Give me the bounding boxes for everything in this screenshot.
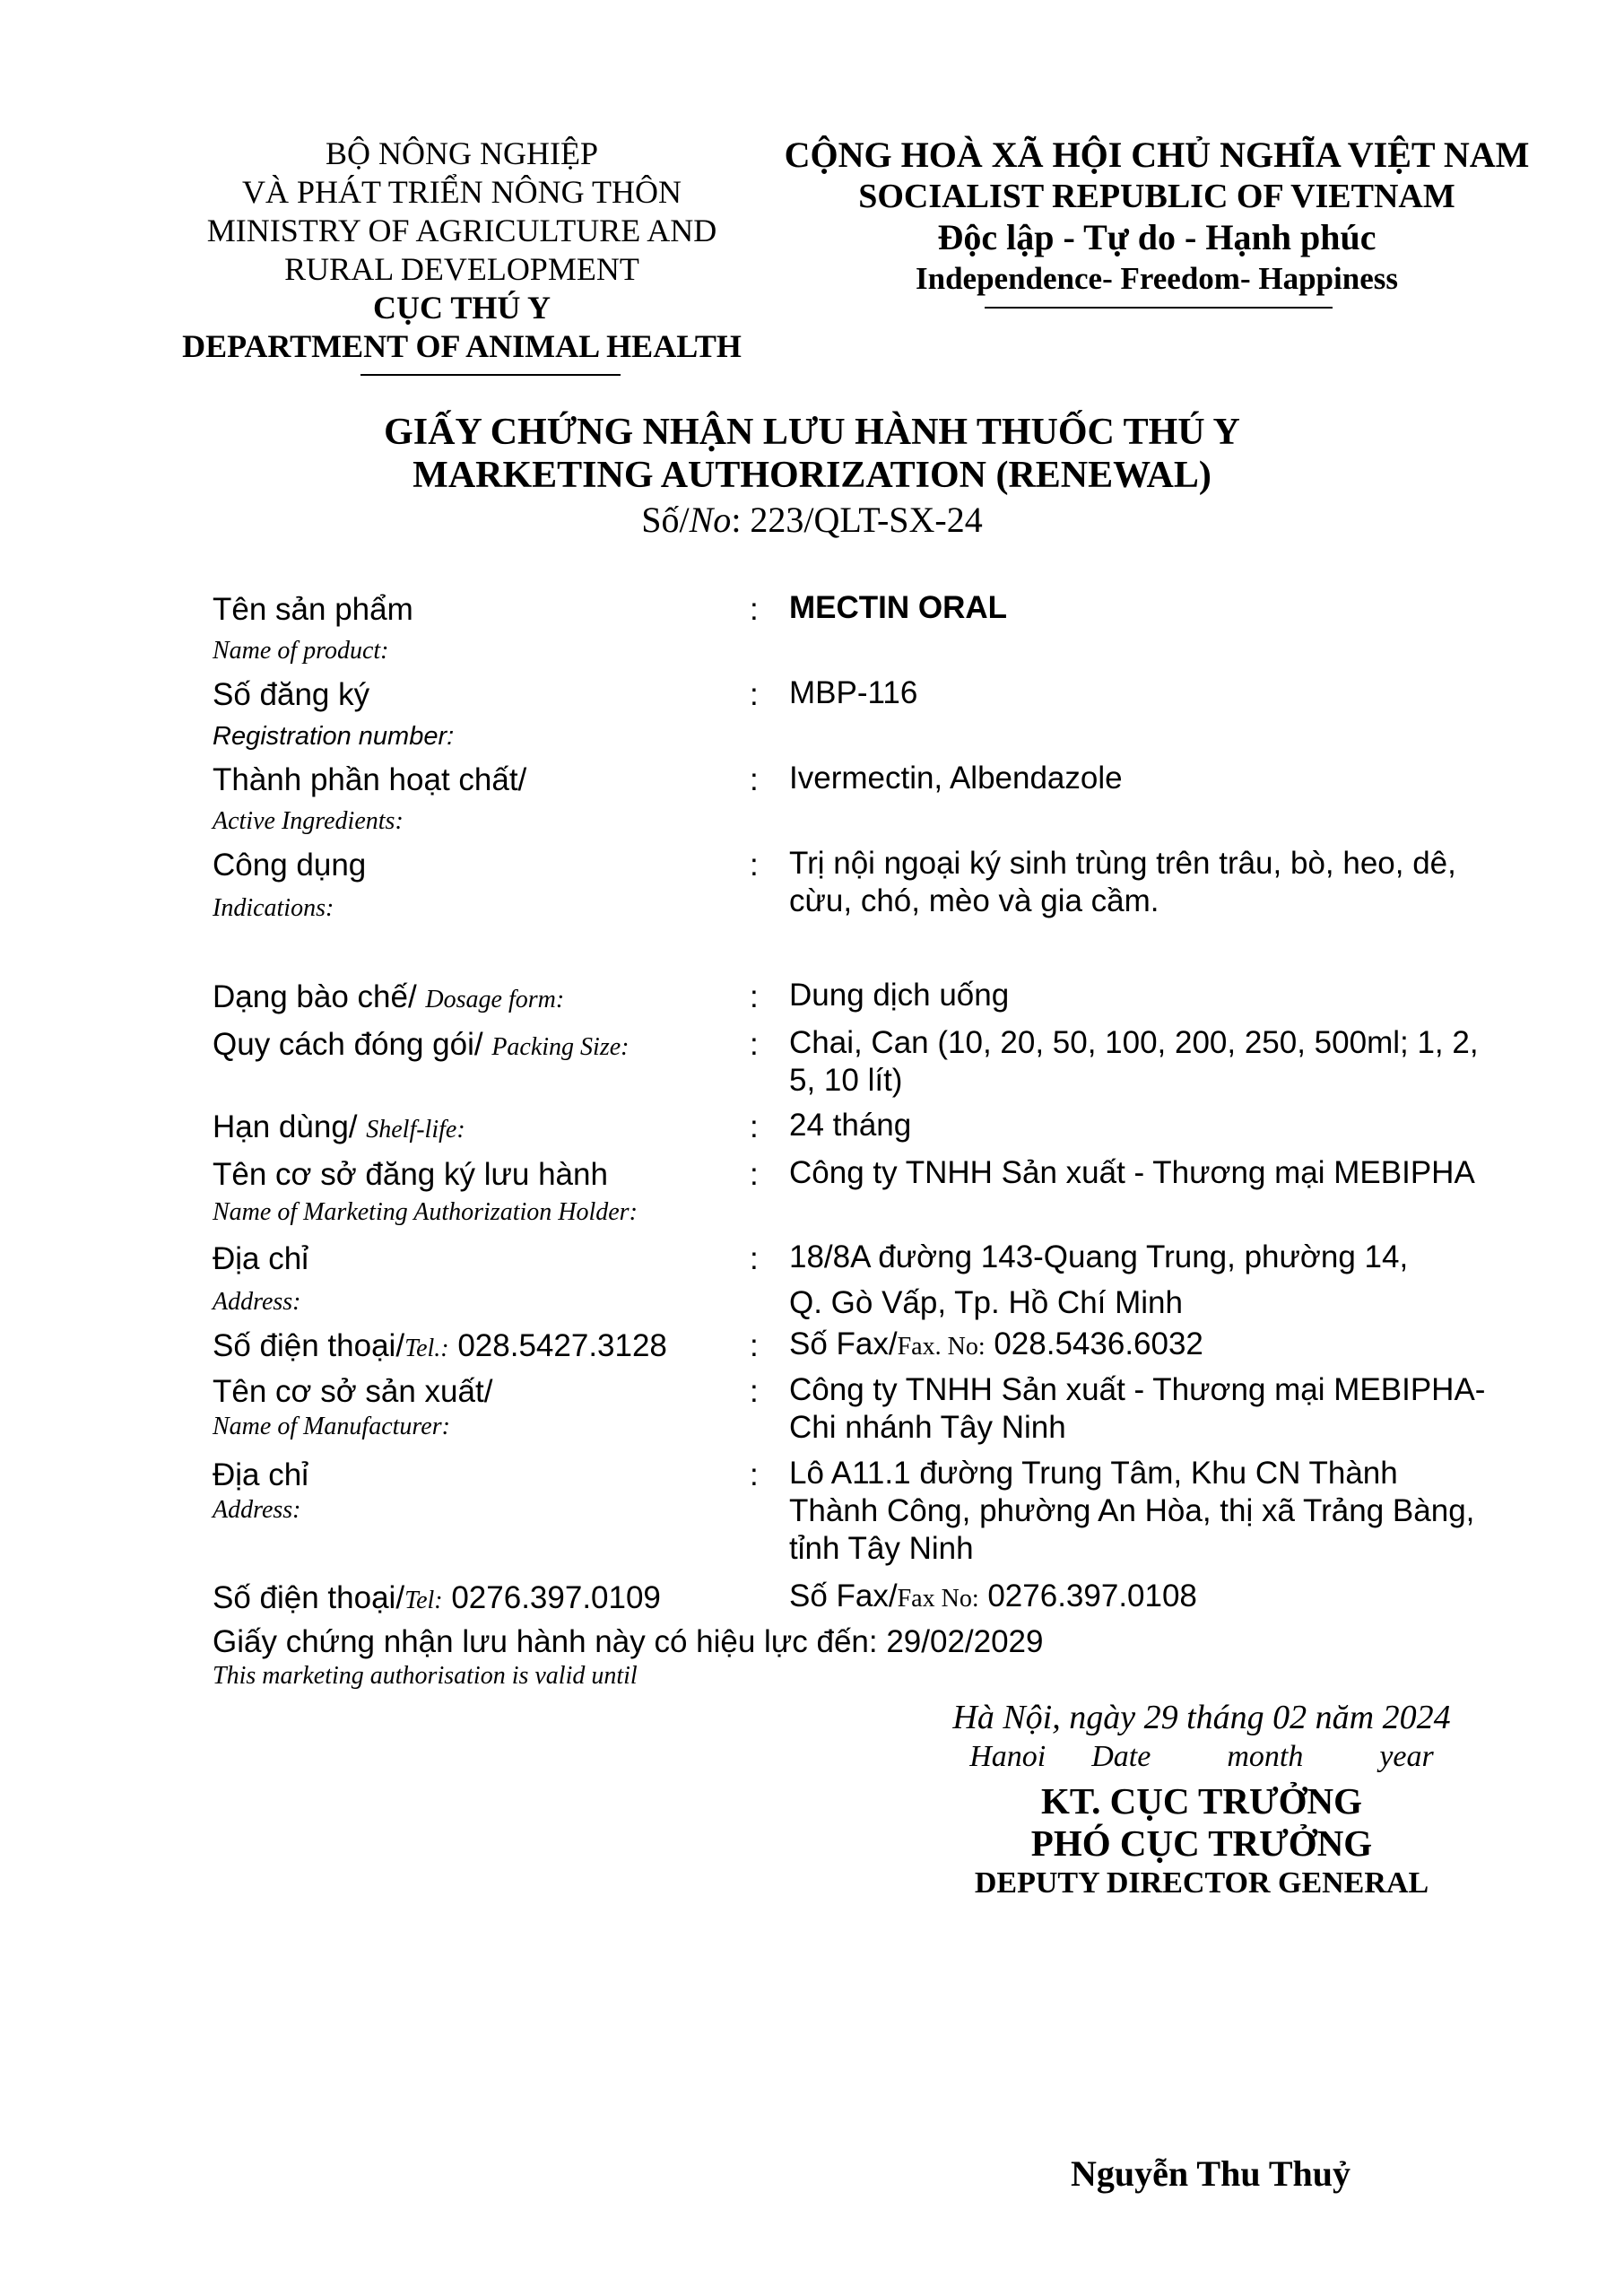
shelf-life-value: 24 tháng — [789, 1108, 912, 1143]
holder-address-label: Địa chỉ — [213, 1241, 308, 1276]
colon: : — [750, 1027, 759, 1062]
number-label-vi: Số/ — [641, 500, 690, 540]
holder-fax-label: Số Fax/ — [789, 1326, 898, 1361]
manufacturer-value-line1: Công ty TNHH Sản xuất - Thương mại MEBIPHA- — [789, 1372, 1486, 1407]
manufacturer-address-value-line1 — [789, 1455, 1507, 1492]
packing-size-label — [213, 1027, 629, 1063]
manufacturer-phone-value: 0276.397.0109 — [442, 1580, 661, 1615]
indications-value-line2: cừu, chó, mèo và gia cầm. — [789, 883, 1159, 918]
packing-size-value-line1: Chai, Can (10, 20, 50, 100, 200, 250, 500ml; 1, 2, — [789, 1025, 1479, 1060]
manufacturer-address-line1-text: Lô A11.1 đường Trung Tâm, Khu CN Thành — [789, 1456, 1398, 1491]
signatory-title-en: DEPUTY DIRECTOR GENERAL — [974, 1866, 1429, 1900]
manufacturer-fax-label: Số Fax/ — [789, 1578, 898, 1613]
indications-sublabel: Indications: — [213, 894, 334, 922]
colon: : — [750, 592, 759, 627]
manufacturer-address-sublabel: Address: — [213, 1496, 301, 1524]
product-label: Tên sản phẩm — [213, 592, 413, 627]
colon: : — [750, 1241, 759, 1276]
number-label-en: No — [689, 500, 732, 540]
ministry-name-en-line2: RURAL DEVELOPMENT — [284, 251, 639, 287]
colon: : — [750, 1157, 759, 1192]
packing-size-label-en: Packing Size: — [491, 1033, 630, 1061]
colon: : — [750, 848, 759, 883]
mah-holder-value: Công ty TNHH Sản xuất - Thương mại MEBIPHA — [789, 1155, 1475, 1190]
ministry-name-vi-line1: BỘ NÔNG NGHIỆP — [326, 135, 598, 171]
country-name-en: SOCIALIST REPUBLIC OF VIETNAM — [858, 178, 1455, 215]
manufacturer-sublabel: Name of Manufacturer: — [213, 1413, 450, 1440]
manufacturer-fax-sublabel: Fax No: — [897, 1585, 979, 1613]
dosage-form-label — [213, 979, 564, 1015]
signatory-name: Nguyễn Thu Thuỷ — [1070, 2153, 1351, 2194]
holder-phone-sublabel: Tel.: — [404, 1335, 449, 1362]
document-number — [0, 499, 1624, 541]
ministry-name-en-line1: MINISTRY OF AGRICULTURE AND — [206, 213, 717, 248]
signatory-title-line1: KT. CỤC TRƯỞNG — [1040, 1780, 1362, 1822]
issuing-authority-block — [126, 135, 798, 366]
product-value: MECTIN ORAL — [789, 590, 1008, 625]
place-date-vi: Hà Nội, ngày 29 tháng 02 năm 2024 — [952, 1699, 1451, 1736]
signatory-title-line2: PHÓ CỤC TRƯỞNG — [1030, 1822, 1373, 1864]
validity-statement-en: This marketing authorisation is valid until — [213, 1662, 638, 1690]
shelf-life-label-vi: Hạn dùng/ — [213, 1109, 367, 1144]
manufacturer-label: Tên cơ sở sản xuất/ — [213, 1374, 493, 1409]
active-ingredients-value: Ivermectin, Albendazole — [789, 761, 1123, 796]
mah-holder-sublabel: Name of Marketing Authorization Holder: — [213, 1198, 638, 1226]
national-motto-block — [780, 135, 1533, 300]
registration-value: MBP-116 — [789, 675, 918, 710]
colon: : — [750, 677, 759, 712]
manufacturer-address-value-line2: Thành Công, phường An Hòa, thị xã Trảng Bàng, — [789, 1493, 1475, 1528]
packing-size-label-vi: Quy cách đóng gói/ — [213, 1027, 492, 1062]
active-ingredients-label: Thành phần hoạt chất/ — [213, 762, 527, 797]
manufacturer-value-line2: Chi nhánh Tây Ninh — [789, 1410, 1066, 1445]
manufacturer-address-value-line3: tỉnh Tây Ninh — [789, 1531, 974, 1566]
colon: : — [750, 1374, 759, 1409]
active-ingredients-sublabel: Active Ingredients: — [213, 807, 404, 835]
manufacturer-phone-sublabel: Tel: — [404, 1587, 443, 1614]
colon: : — [750, 1457, 759, 1492]
indications-label: Công dụng — [213, 848, 367, 883]
mah-holder-label: Tên cơ sở đăng ký lưu hành — [213, 1157, 608, 1192]
indications-value-line1: Trị nội ngoại ký sinh trùng trên trâu, bò, heo, dê, — [789, 846, 1456, 881]
motto-en: Independence- Freedom- Happiness — [916, 261, 1398, 296]
colon: : — [750, 979, 759, 1014]
colon: : — [750, 1109, 759, 1144]
validity-statement: Giấy chứng nhận lưu hành này có hiệu lực đến: 29/02/2029 — [213, 1624, 1044, 1659]
number-value: : 223/QLT-SX-24 — [731, 500, 983, 540]
department-name-vi: CỤC THÚ Y — [372, 290, 551, 326]
header-right-underline — [985, 307, 1333, 309]
holder-phone-value: 028.5427.3128 — [448, 1328, 667, 1363]
colon: : — [750, 762, 759, 797]
holder-fax-sublabel: Fax. No: — [897, 1333, 986, 1361]
product-sublabel: Name of product: — [213, 637, 389, 665]
registration-sublabel: Registration number: — [213, 722, 455, 751]
dosage-form-label-vi: Dạng bào chế/ — [213, 979, 426, 1014]
place-date-en: Hanoi Date month year — [969, 1740, 1434, 1773]
ministry-name-vi-line2: VÀ PHÁT TRIỂN NÔNG THÔN — [241, 174, 682, 210]
holder-address-value-line2: Q. Gò Vấp, Tp. Hồ Chí Minh — [789, 1285, 1183, 1320]
colon: : — [750, 1328, 759, 1363]
motto-vi: Độc lập - Tự do - Hạnh phúc — [937, 217, 1376, 257]
dosage-form-value: Dung dịch uống — [789, 978, 1010, 1013]
document-title-vi: GIẤY CHỨNG NHẬN LƯU HÀNH THUỐC THÚ Y — [384, 412, 1240, 453]
holder-fax-value: 028.5436.6032 — [985, 1326, 1203, 1361]
department-name-en: DEPARTMENT OF ANIMAL HEALTH — [182, 328, 742, 364]
country-name-vi: CỘNG HOÀ XÃ HỘI CHỦ NGHĨA VIỆT NAM — [784, 135, 1530, 175]
shelf-life-label — [213, 1109, 465, 1145]
shelf-life-label-en: Shelf-life: — [366, 1116, 465, 1144]
holder-phone-label: Số điện thoại/ — [213, 1328, 405, 1363]
registration-label: Số đăng ký — [213, 677, 370, 712]
holder-address-sublabel: Address: — [213, 1288, 301, 1316]
header-left-underline — [360, 374, 621, 376]
manufacturer-fax-value: 0276.397.0108 — [978, 1578, 1197, 1613]
dosage-form-label-en: Dosage form: — [425, 986, 565, 1013]
holder-fax — [789, 1326, 1203, 1366]
manufacturer-fax — [789, 1578, 1197, 1618]
manufacturer-phone-label: Số điện thoại/ — [213, 1580, 405, 1615]
document-title-en: MARKETING AUTHORIZATION (RENEWAL) — [413, 455, 1211, 496]
manufacturer-phone — [213, 1580, 661, 1616]
packing-size-value-line2: 5, 10 lít) — [789, 1063, 903, 1098]
manufacturer-address-label: Địa chỉ — [213, 1457, 308, 1492]
holder-address-value-line1: 18/8A đường 143-Quang Trung, phường 14, — [789, 1239, 1409, 1274]
holder-phone — [213, 1328, 667, 1364]
